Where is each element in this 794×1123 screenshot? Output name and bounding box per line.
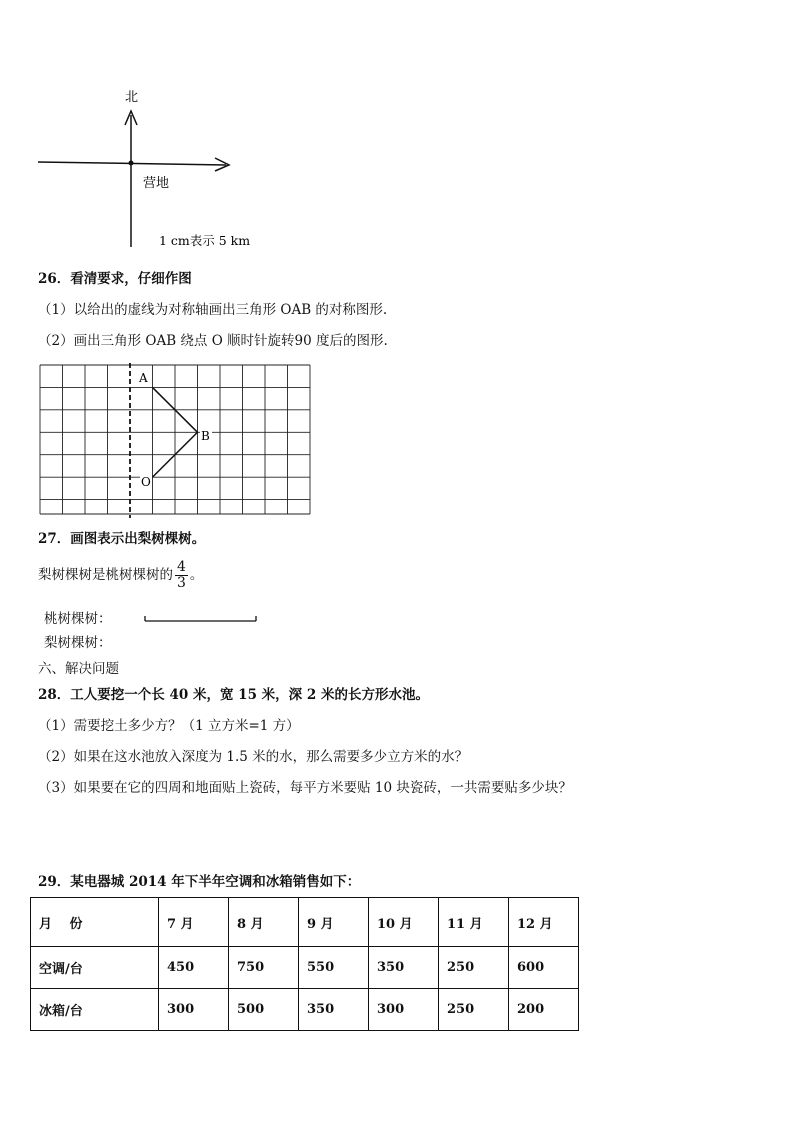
table-header-cell: 7 月 (159, 898, 229, 947)
table-cell: 空调/台 (31, 947, 159, 989)
point-o-label: O (141, 475, 151, 489)
table-cell: 750 (229, 947, 299, 989)
table-cell: 200 (509, 989, 579, 1031)
table-cell: 500 (229, 989, 299, 1031)
q28-title: 28．工人要挖一个长 40 米，宽 15 米，深 2 米的长方形水池。 (38, 687, 429, 703)
fraction-denominator: 3 (177, 575, 186, 591)
q27-statement-end: 。 (189, 567, 204, 583)
north-label: 北 (125, 90, 139, 105)
q27-statement (38, 560, 203, 591)
table-header-cell: 9 月 (299, 898, 369, 947)
table-header-cell: 月 份 (31, 898, 159, 947)
q28-part2: （2）如果在这水池放入深度为 1.5 米的水，那么需要多少立方米的水？ (38, 749, 469, 765)
square-grid (40, 365, 310, 514)
table-cell: 600 (509, 947, 579, 989)
grid-figure (38, 363, 313, 518)
section-six-title: 六、解决问题 (38, 661, 119, 677)
table-header-row (31, 898, 579, 947)
point-a-label: A (139, 371, 148, 385)
compass-diagram (30, 85, 270, 255)
table-cell: 300 (159, 989, 229, 1031)
table-header-cell: 10 月 (369, 898, 439, 947)
table-cell: 450 (159, 947, 229, 989)
table-cell: 550 (299, 947, 369, 989)
table-cell: 冰箱/台 (31, 989, 159, 1031)
peach-tree-label: 桃树棵树： (44, 611, 112, 627)
q26-part2: （2）画出三角形 OAB 绕点 O 顺时针旋转90 度后的图形. (38, 333, 388, 349)
sales-table (30, 897, 579, 1031)
q27-title: 27．画图表示出梨树棵树。 (38, 531, 206, 547)
q28-part1: （1）需要挖土多少方？（1 立方米=1 方） (38, 718, 300, 734)
peach-tree-segment (140, 612, 262, 624)
table-row (31, 947, 579, 989)
q26-title: 26．看清要求，仔细作图 (38, 271, 192, 287)
camp-point (129, 161, 134, 166)
fraction-numerator: 4 (177, 559, 186, 575)
fraction-4-3 (175, 560, 188, 591)
table-row (31, 989, 579, 1031)
table-header-cell: 11 月 (439, 898, 509, 947)
scale-label: 1 cm表示 5 km (159, 233, 251, 248)
table-header-cell: 8 月 (229, 898, 299, 947)
table-header-cell: 12 月 (509, 898, 579, 947)
q26-part1: （1）以给出的虚线为对称轴画出三角形 OAB 的对称图形. (38, 302, 388, 318)
q28-part3: （3）如果要在它的四周和地面贴上瓷砖，每平方米要贴 10 块瓷砖，一共需要贴多少块？ (38, 780, 572, 796)
table-cell: 300 (369, 989, 439, 1031)
q29-title: 29．某电器城 2014 年下半年空调和冰箱销售如下： (38, 874, 361, 890)
table-cell: 350 (369, 947, 439, 989)
point-b-label: B (201, 429, 210, 443)
camp-label: 营地 (143, 176, 170, 191)
table-cell: 250 (439, 947, 509, 989)
table-cell: 350 (299, 989, 369, 1031)
q27-statement-text: 梨树棵树是桃树棵树的 (38, 567, 173, 583)
pear-tree-label: 梨树棵树： (44, 635, 112, 651)
table-cell: 250 (439, 989, 509, 1031)
